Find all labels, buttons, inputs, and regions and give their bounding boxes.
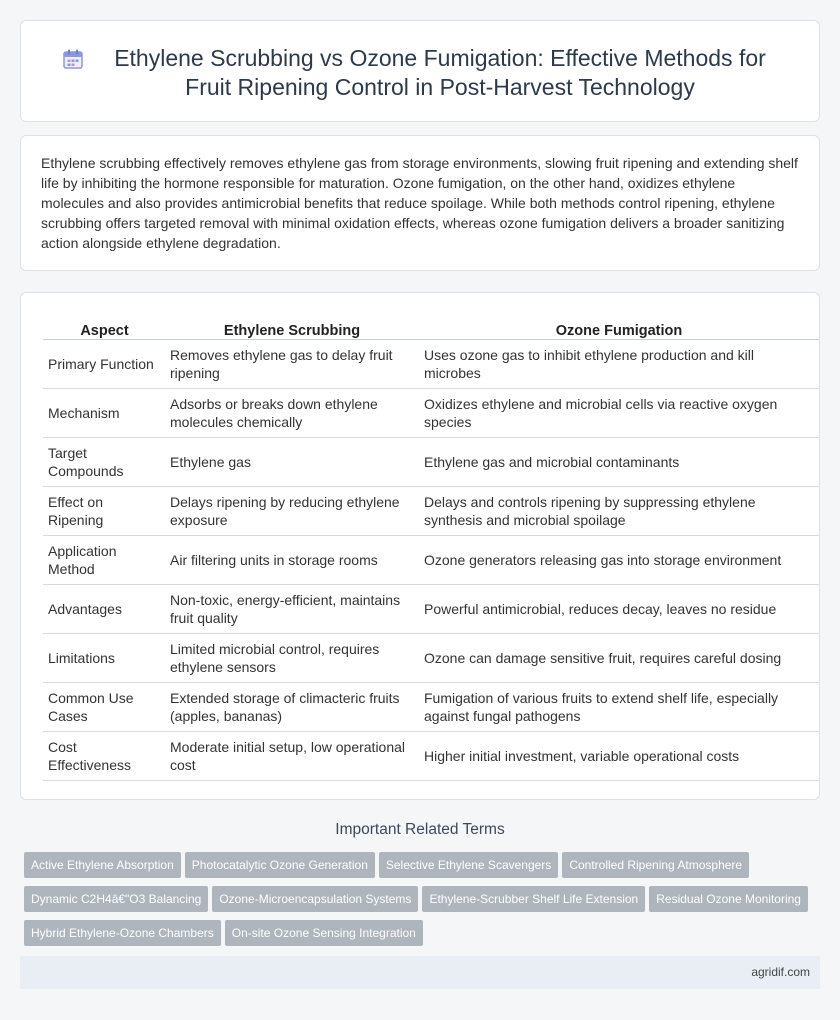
cell-ethylene: Ethylene gas bbox=[165, 437, 419, 486]
cell-ozone: Ethylene gas and microbial contaminants bbox=[419, 437, 819, 486]
cell-ozone: Oxidizes ethylene and microbial cells via reactive oxygen species bbox=[419, 388, 819, 437]
cell-ethylene: Removes ethylene gas to delay fruit ripening bbox=[165, 339, 419, 388]
cell-aspect: Advantages bbox=[43, 584, 165, 633]
related-terms-title: Important Related Terms bbox=[335, 821, 505, 838]
comparison-table-card bbox=[20, 292, 820, 800]
related-term-tag[interactable]: Hybrid Ethylene-Ozone Chambers bbox=[24, 920, 221, 946]
related-term-tag[interactable]: Controlled Ripening Atmosphere bbox=[562, 852, 749, 878]
cell-ethylene: Moderate initial setup, low operational cost bbox=[165, 731, 419, 780]
cell-aspect: Target Compounds bbox=[43, 437, 165, 486]
related-terms-list bbox=[24, 852, 824, 954]
cell-ozone: Fumigation of various fruits to extend shelf life, especially against fungal pathogens bbox=[419, 682, 819, 731]
cell-ethylene: Air filtering units in storage rooms bbox=[165, 535, 419, 584]
page-title: Ethylene Scrubbing vs Ozone Fumigation: Effective Methods for Fruit Ripening Control in Post-Harvest Technology bbox=[114, 45, 766, 100]
cell-aspect: Effect on Ripening bbox=[43, 486, 165, 535]
cell-ethylene: Extended storage of climacteric fruits (apples, bananas) bbox=[165, 682, 419, 731]
cell-aspect: Application Method bbox=[43, 535, 165, 584]
cell-aspect: Cost Effectiveness bbox=[43, 731, 165, 780]
summary-card bbox=[20, 135, 820, 271]
table-row bbox=[43, 731, 819, 780]
cell-ozone: Delays and controls ripening by suppressing ethylene synthesis and microbial spoilage bbox=[419, 486, 819, 535]
header-ozone-fumigation: Ozone Fumigation bbox=[555, 322, 683, 339]
footer-site-link[interactable]: agridif.com bbox=[751, 965, 810, 979]
table-row bbox=[43, 535, 819, 584]
cell-ethylene: Non-toxic, energy-efficient, maintains fruit quality bbox=[165, 584, 419, 633]
header-aspect: Aspect bbox=[80, 322, 129, 339]
cell-ethylene: Delays ripening by reducing ethylene exposure bbox=[165, 486, 419, 535]
cell-aspect: Common Use Cases bbox=[43, 682, 165, 731]
header-card bbox=[20, 20, 820, 122]
cell-ethylene: Adsorbs or breaks down ethylene molecules chemically bbox=[165, 388, 419, 437]
related-term-tag[interactable]: Active Ethylene Absorption bbox=[24, 852, 181, 878]
related-term-tag[interactable]: Ethylene-Scrubber Shelf Life Extension bbox=[422, 886, 645, 912]
cell-aspect: Limitations bbox=[43, 633, 165, 682]
cell-ozone: Ozone can damage sensitive fruit, requires careful dosing bbox=[419, 633, 819, 682]
related-term-tag[interactable]: Photocatalytic Ozone Generation bbox=[185, 852, 375, 878]
table-header-row bbox=[43, 313, 819, 339]
table-row bbox=[43, 437, 819, 486]
cell-ethylene: Limited microbial control, requires ethylene sensors bbox=[165, 633, 419, 682]
table-row bbox=[43, 339, 819, 388]
comparison-table bbox=[43, 313, 819, 781]
cell-aspect: Primary Function bbox=[43, 339, 165, 388]
cell-aspect: Mechanism bbox=[43, 388, 165, 437]
summary-text: Ethylene scrubbing effectively removes ethylene gas from storage environments, slowing fruit ripening and extending shelf life by inhibiting the hormone responsible for maturation. Ozone fumigation, on the other hand, oxidizes ethylene molecules and also provides antimicrobial benefits that reduce spoilage. While both methods control ripening, ethylene scrubbing offers targeted removal with minimal oxidation effects, whereas ozone fumigation delivers a broader sanitizing action alongside ethylene degradation. bbox=[41, 155, 798, 251]
related-term-tag[interactable]: Residual Ozone Monitoring bbox=[649, 886, 808, 912]
table-row bbox=[43, 633, 819, 682]
cell-ozone: Higher initial investment, variable operational costs bbox=[419, 731, 819, 780]
header-ethylene-scrubbing: Ethylene Scrubbing bbox=[223, 322, 361, 339]
table-row bbox=[43, 388, 819, 437]
cell-ozone: Uses ozone gas to inhibit ethylene production and kill microbes bbox=[419, 339, 819, 388]
related-term-tag[interactable]: Dynamic C2H4â€"O3 Balancing bbox=[24, 886, 208, 912]
cell-ozone: Ozone generators releasing gas into storage environment bbox=[419, 535, 819, 584]
table-row bbox=[43, 584, 819, 633]
related-term-tag[interactable]: Ozone-Microencapsulation Systems bbox=[212, 886, 418, 912]
table-row bbox=[43, 486, 819, 535]
related-term-tag[interactable]: Selective Ethylene Scavengers bbox=[379, 852, 558, 878]
related-term-tag[interactable]: On-site Ozone Sensing Integration bbox=[225, 920, 423, 946]
footer bbox=[20, 956, 820, 989]
table-row bbox=[43, 682, 819, 731]
cell-ozone: Powerful antimicrobial, reduces decay, leaves no residue bbox=[419, 584, 819, 633]
